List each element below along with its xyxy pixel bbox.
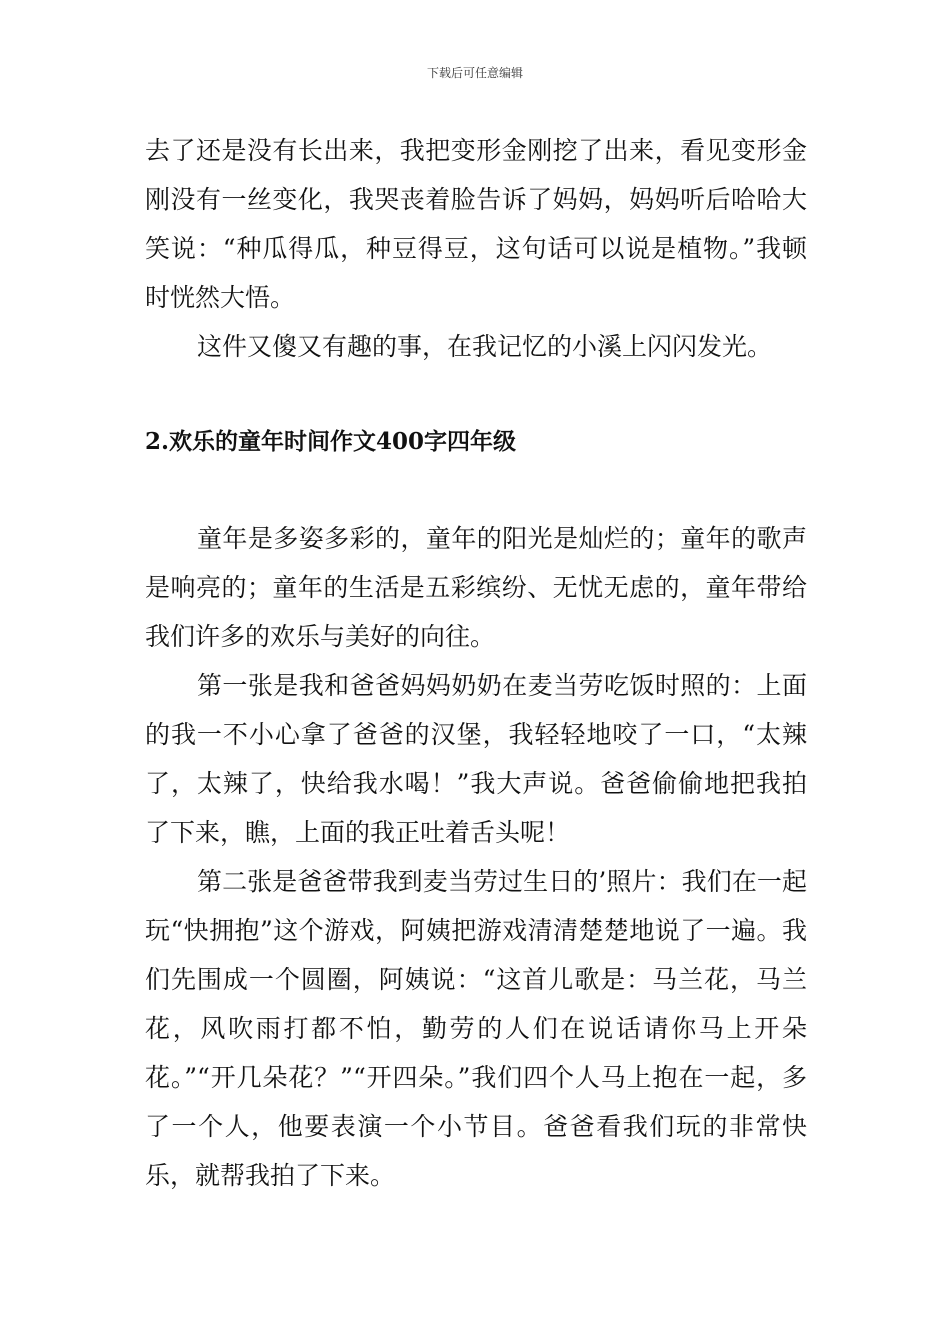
paragraph-first-photo: 第一张是我和爸爸妈妈奶奶在麦当劳吃饭时照的：上面的我一不小心拿了爸爸的汉堡，我轻轻地咬了一口，“太辣了，太辣了，快给我水喝！”我大声说。爸爸偷偷地把我拍了下来，瞧，上面的我正吐着舌头呢！ [145, 671, 807, 847]
document-body [145, 126, 807, 1200]
section-title: 2.欢乐的童年时间作文400字四年级 [145, 428, 517, 455]
paragraph-second-photo: 第二张是爸爸带我到麦当劳过生日的’照片：我们在一起玩“快拥抱”这个游戏，阿姨把游戏清清楚楚地说了一遍。我们先围成一个圆圈，阿姨说：“这首儿歌是：马兰花，马兰花，风吹雨打都不怕，勤劳的人们在说话请你马上开朵花。”“开几朵花？”“开四朵。”我们四个人马上抱在一起，多了一个人，他要表演一个小节目。爸爸看我们玩的非常快乐，就帮我拍了下来。 [145, 867, 807, 1190]
page-header-note: 下载后可任意编辑 [426, 66, 523, 80]
paragraph-intro: 童年是多姿多彩的，童年的阳光是灿烂的；童年的歌声是响亮的；童年的生活是五彩缤纷、无忧无虑的，童年带给我们许多的欢乐与美好的向往。 [145, 524, 807, 651]
paragraph-conclusion: 这件又傻又有趣的事，在我记忆的小溪上闪闪发光。 [197, 332, 773, 361]
paragraph-continuation: 去了还是没有长出来，我把变形金刚挖了出来，看见变形金刚没有一丝变化，我哭丧着脸告诉了妈妈，妈妈听后哈哈大笑说：“种瓜得瓜，种豆得豆，这句话可以说是植物。”我顿时恍然大悟。 [145, 136, 807, 312]
